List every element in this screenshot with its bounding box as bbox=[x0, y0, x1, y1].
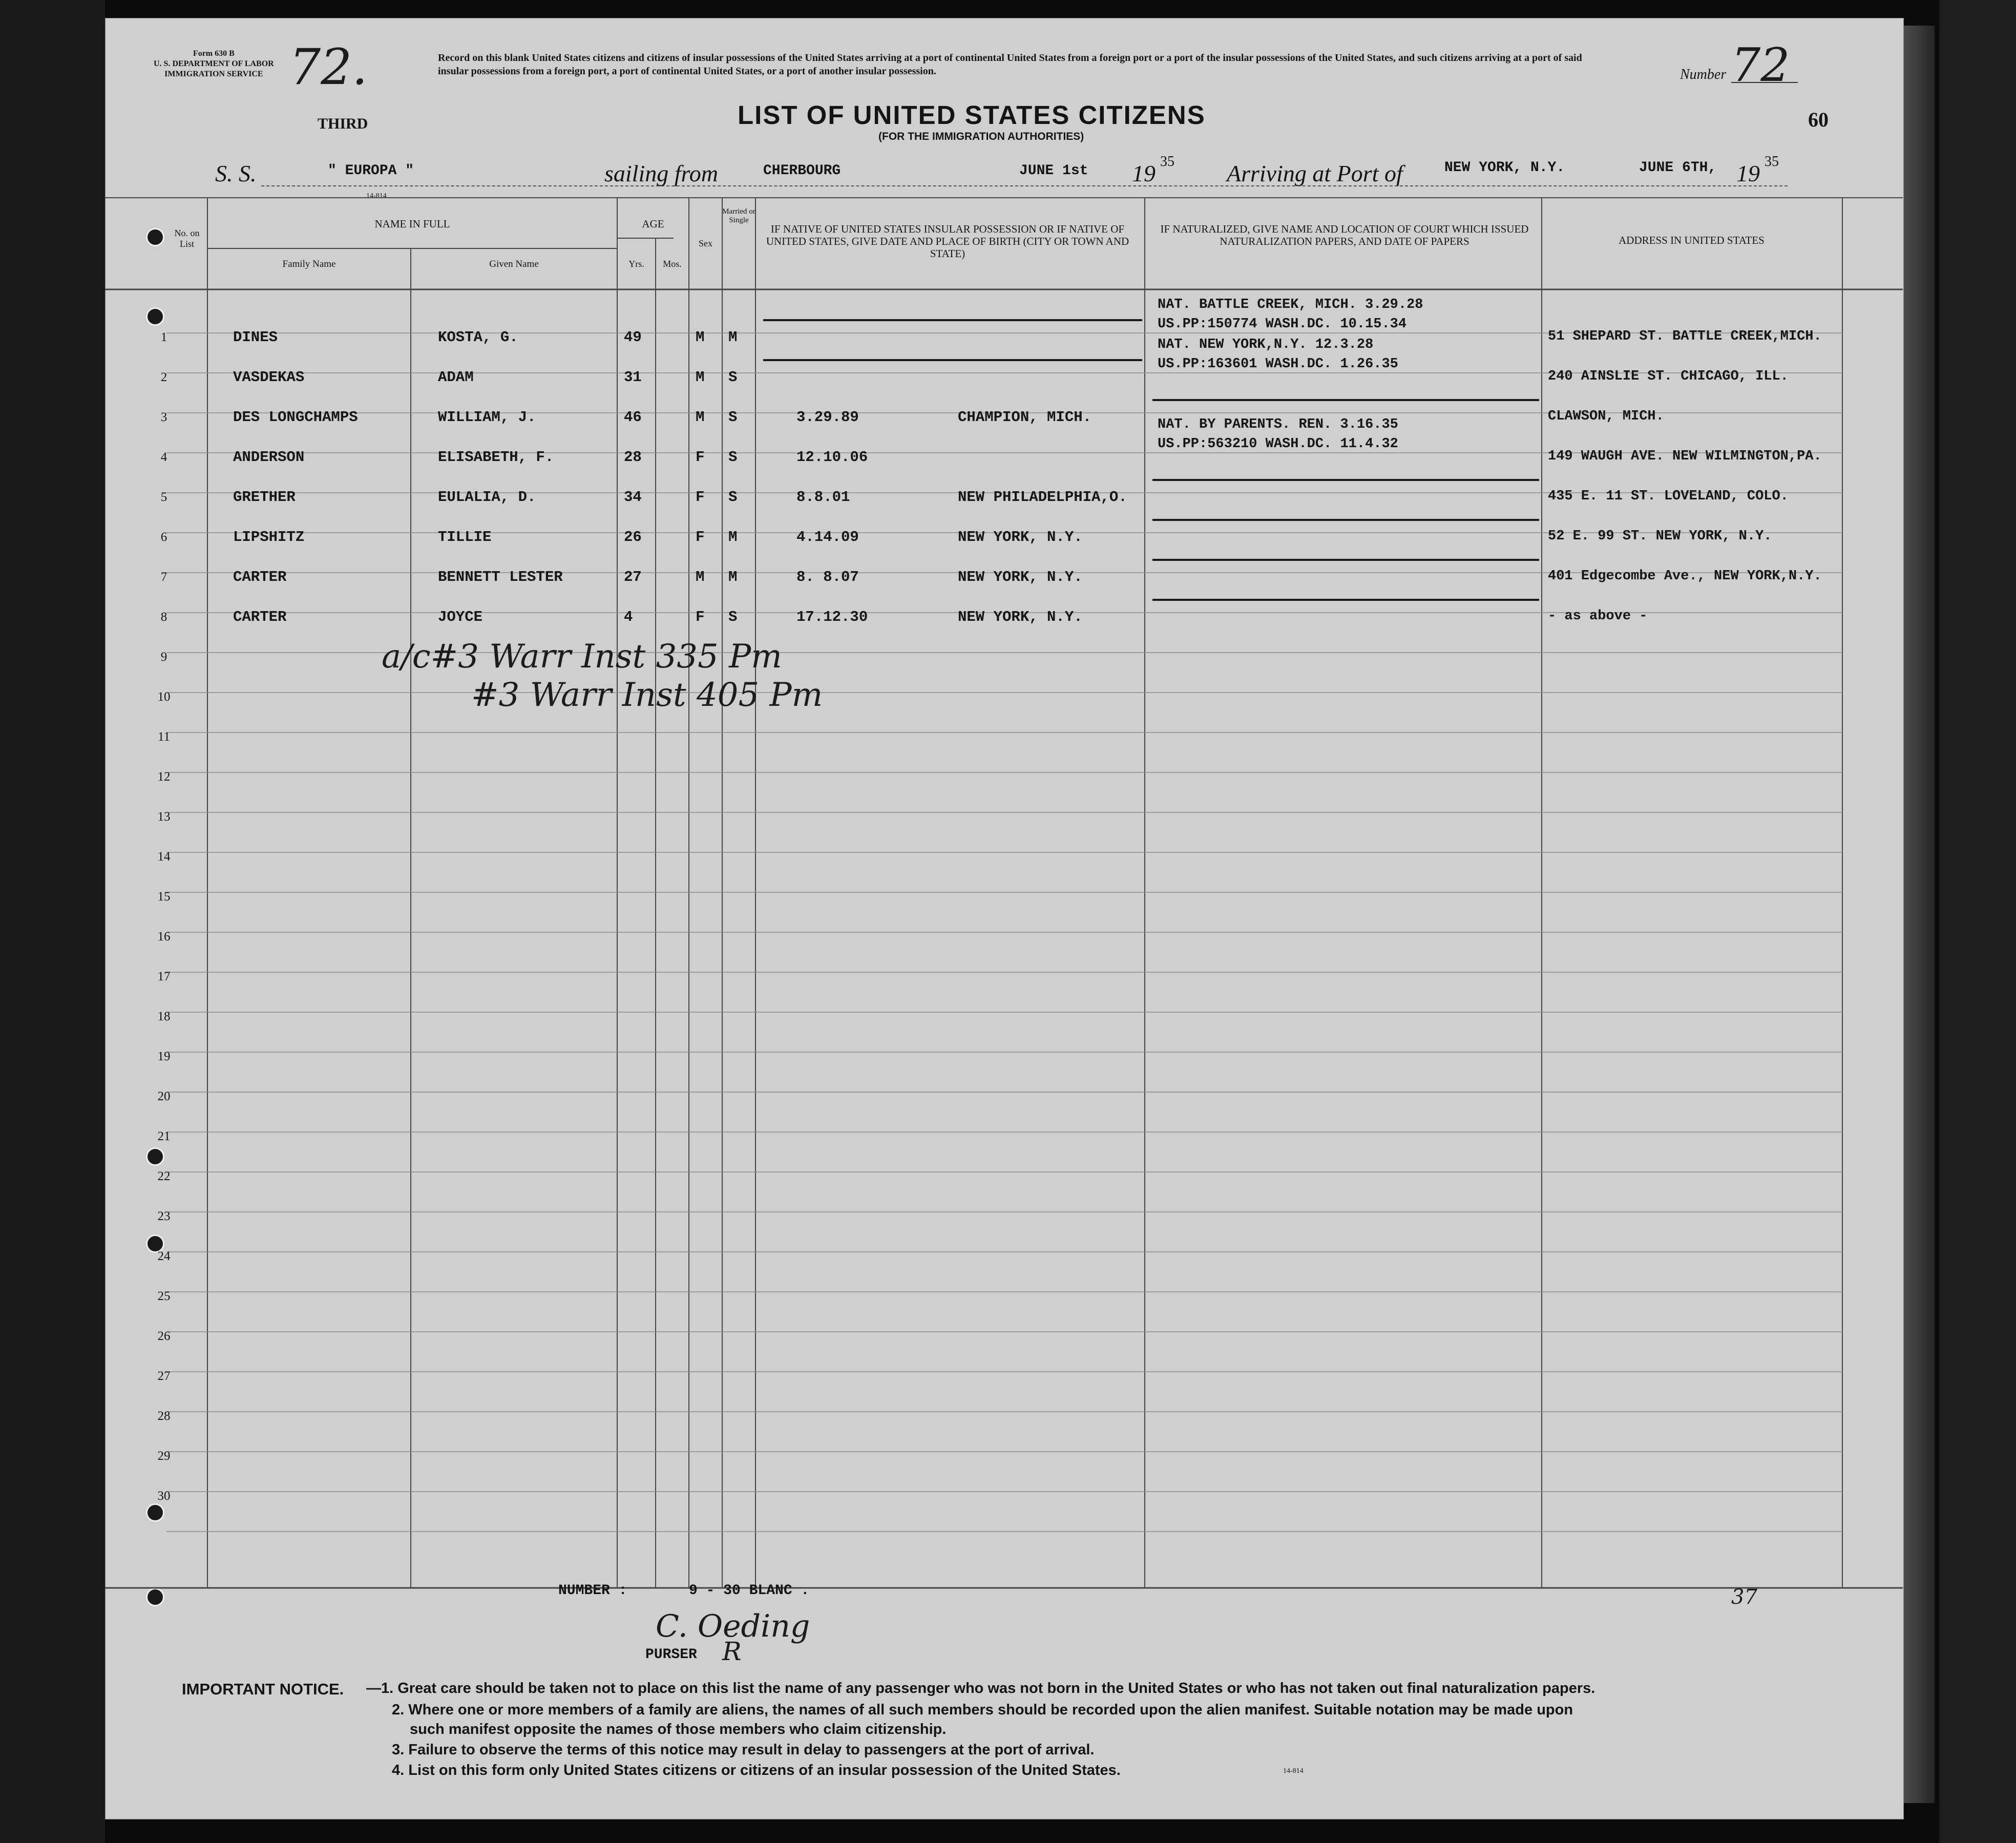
birth-date: 17.12.30 bbox=[796, 609, 868, 625]
row-number: 9 bbox=[160, 650, 167, 664]
page-subtitle: (FOR THE IMMIGRATION AUTHORITIES) bbox=[878, 131, 1084, 142]
form-identity bbox=[154, 49, 274, 79]
row-number: 2 bbox=[160, 370, 167, 384]
small-code: 14-814 bbox=[366, 192, 387, 200]
row-number: 16 bbox=[157, 930, 171, 944]
service-name: IMMIGRATION SERVICE bbox=[164, 70, 263, 78]
handwritten-annotation: a/c#3 Warr Inst 335 Pm bbox=[382, 638, 782, 676]
given-name: EULALIA, D. bbox=[438, 489, 536, 506]
notice-title: IMPORTANT NOTICE. bbox=[182, 1680, 344, 1698]
manifest-table-grid bbox=[105, 197, 1903, 1590]
notice-item-3: 3. Failure to observe the terms of this notice may result in delay to passengers at the port of arrival. bbox=[392, 1742, 1095, 1758]
given-name: WILLIAM, J. bbox=[438, 409, 536, 426]
row-number: 7 bbox=[160, 570, 167, 584]
header-no-on-list: No. on List bbox=[174, 228, 200, 249]
header-yrs: Yrs. bbox=[628, 259, 644, 269]
birth-place: NEW YORK, N.Y. bbox=[958, 569, 1083, 585]
row-number: 8 bbox=[160, 610, 167, 624]
marital-status: S bbox=[728, 609, 738, 625]
given-name: ELISABETH, F. bbox=[438, 449, 554, 466]
binding-strip bbox=[1901, 26, 1935, 1803]
header-naturalized: IF NATURALIZED, GIVE NAME AND LOCATION OF COURT WHICH ISSUED NATURALIZATION PAPERS, AND DATE OF PAPERS bbox=[1160, 223, 1529, 248]
birth-place: CHAMPION, MICH. bbox=[958, 409, 1092, 426]
given-name: BENNETT LESTER bbox=[438, 569, 563, 585]
notice-item-2-cont: such manifest opposite the names of those members who claim citizenship. bbox=[410, 1721, 947, 1737]
row-number: 29 bbox=[157, 1449, 171, 1463]
binder-hole-icon bbox=[146, 1588, 164, 1606]
arrival-date: JUNE 6TH, bbox=[1639, 160, 1717, 176]
purser-label: PURSER bbox=[645, 1647, 697, 1663]
naturalization-court: NAT. BY PARENTS. REN. 3.16.35 bbox=[1158, 417, 1398, 432]
given-name: TILLIE bbox=[438, 529, 492, 546]
birth-date: 8. 8.07 bbox=[796, 569, 859, 585]
row-number: 3 bbox=[160, 410, 167, 424]
us-address: 401 Edgecombe Ave., NEW YORK,N.Y. bbox=[1548, 569, 1822, 584]
class-label: THIRD bbox=[318, 115, 368, 132]
age-years: 46 bbox=[624, 409, 642, 426]
ss-label: S. S. bbox=[215, 160, 257, 186]
departure-date: JUNE 1st bbox=[1019, 163, 1088, 179]
blank-number-label: NUMBER : bbox=[558, 1583, 627, 1599]
header-address: ADDRESS IN UNITED STATES bbox=[1619, 234, 1765, 246]
naturalization-court: NAT. NEW YORK,N.Y. 12.3.28 bbox=[1158, 337, 1374, 352]
row-number: 12 bbox=[157, 770, 171, 784]
family-name: CARTER bbox=[233, 569, 287, 585]
row-number: 17 bbox=[157, 970, 171, 983]
us-address: 51 SHEPARD ST. BATTLE CREEK,MICH. bbox=[1548, 329, 1822, 344]
year-prefix-arrival: 19 bbox=[1736, 160, 1760, 186]
header-sex: Sex bbox=[699, 238, 712, 248]
handwritten-annotation: #3 Warr Inst 405 Pm bbox=[471, 676, 823, 714]
birth-date: 8.8.01 bbox=[796, 489, 850, 506]
birth-date: 3.29.89 bbox=[796, 409, 859, 426]
row-number: 14 bbox=[157, 850, 171, 864]
given-name: KOSTA, G. bbox=[438, 329, 518, 346]
row-number: 5 bbox=[160, 490, 167, 504]
department-name: U. S. DEPARTMENT OF LABOR bbox=[154, 59, 274, 68]
passport-info: US.PP:150774 WASH.DC. 10.15.34 bbox=[1158, 317, 1407, 332]
us-address: 149 WAUGH AVE. NEW WILMINGTON,PA. bbox=[1548, 449, 1822, 464]
row-number: 20 bbox=[157, 1090, 171, 1103]
age-years: 27 bbox=[624, 569, 642, 585]
sailing-from-label: sailing from bbox=[604, 160, 718, 186]
row-number: 27 bbox=[157, 1369, 171, 1383]
family-name: CARTER bbox=[233, 609, 287, 625]
arriving-label: Arriving at Port of bbox=[1227, 160, 1403, 186]
passport-info: US.PP:163601 WASH.DC. 1.26.35 bbox=[1158, 357, 1398, 372]
row-number: 15 bbox=[157, 890, 171, 904]
age-years: 31 bbox=[624, 369, 642, 386]
birth-place: NEW PHILADELPHIA,O. bbox=[958, 489, 1127, 506]
birth-place: NEW YORK, N.Y. bbox=[958, 529, 1083, 546]
sex: M bbox=[696, 329, 705, 346]
row-number: 30 bbox=[157, 1489, 171, 1503]
handwritten-number: 72 bbox=[1731, 38, 1790, 92]
family-name: DINES bbox=[233, 329, 278, 346]
row-number: 25 bbox=[157, 1289, 171, 1303]
ship-name: " EUROPA " bbox=[328, 163, 414, 179]
passport-info: US.PP:563210 WASH.DC. 11.4.32 bbox=[1158, 436, 1398, 452]
sex: F bbox=[696, 449, 705, 466]
departure-port: CHERBOURG bbox=[763, 163, 841, 179]
row-number: 6 bbox=[160, 530, 167, 544]
us-address: 240 AINSLIE ST. CHICAGO, ILL. bbox=[1548, 369, 1789, 384]
header-name-in-full: NAME IN FULL bbox=[374, 218, 450, 230]
age-years: 34 bbox=[624, 489, 642, 506]
row-number: 26 bbox=[157, 1329, 171, 1343]
number-label: Number bbox=[1680, 67, 1727, 82]
form-code: 14-814 bbox=[1283, 1767, 1304, 1775]
notice-item-2: 2. Where one or more members of a family are aliens, the names of all such members should be recorded upon the alien manifest. Suitable notation may be made upon bbox=[392, 1702, 1573, 1718]
sex: F bbox=[696, 529, 705, 546]
family-name: ANDERSON bbox=[233, 449, 305, 466]
blank-number-value: 9 - 30 BLANC . bbox=[689, 1583, 810, 1599]
us-address: 435 E. 11 ST. LOVELAND, COLO. bbox=[1548, 489, 1789, 504]
scan-border-right bbox=[1939, 0, 2016, 1843]
scan-border-left bbox=[0, 0, 105, 1843]
marital-status: S bbox=[728, 369, 738, 386]
arrival-port: NEW YORK, N.Y. bbox=[1444, 160, 1565, 176]
age-years: 49 bbox=[624, 329, 642, 346]
year-prefix-departure: 19 bbox=[1132, 160, 1156, 186]
age-years: 28 bbox=[624, 449, 642, 466]
row-number: 4 bbox=[160, 450, 167, 464]
notice-item-4: 4. List on this form only United States citizens or citizens of an insular possession of the United States. bbox=[392, 1762, 1121, 1778]
header-birth: IF NATIVE OF UNITED STATES INSULAR POSSESSION OR IF NATIVE OF UNITED STATES, GIVE DATE AND PLACE OF BIRTH (CITY OR TOWN AND STATE) bbox=[766, 223, 1129, 260]
header-married-single: Married or Single bbox=[722, 207, 755, 225]
row-number: 1 bbox=[160, 330, 167, 344]
family-name: LIPSHITZ bbox=[233, 529, 305, 546]
sex: M bbox=[696, 569, 705, 585]
purser-initial: R bbox=[722, 1637, 742, 1666]
header-given-name: Given Name bbox=[489, 259, 539, 269]
us-address: - as above - bbox=[1548, 609, 1648, 624]
row-number: 22 bbox=[157, 1169, 171, 1183]
year-suffix-arrival: 35 bbox=[1765, 154, 1779, 170]
family-name: GRETHER bbox=[233, 489, 296, 506]
corner-number: 37 bbox=[1731, 1585, 1757, 1609]
marital-status: S bbox=[728, 449, 738, 466]
page-number: 60 bbox=[1808, 108, 1829, 131]
year-suffix-departure: 35 bbox=[1160, 154, 1174, 170]
page-title: LIST OF UNITED STATES CITIZENS bbox=[738, 100, 1206, 130]
given-name: ADAM bbox=[438, 369, 474, 386]
marital-status: M bbox=[728, 569, 738, 585]
header-family-name: Family Name bbox=[282, 259, 336, 269]
sex: M bbox=[696, 369, 705, 386]
birth-date: 4.14.09 bbox=[796, 529, 859, 546]
instructions-text: Record on this blank United States citizens and citizens of insular possessions of the United States arriving at a port of continental United States from a foreign port or a port of the insular possessions of the United States, and such citizens arriving at a port of said insular possessions from a foreign port, a port of continental United States, or a port of another insular possession. bbox=[438, 52, 1582, 77]
sex: F bbox=[696, 609, 705, 625]
notice-item-1: —1. Great care should be taken not to place on this list the name of any passenger who was not born in the United States or who has not taken out final naturalization papers. bbox=[366, 1680, 1595, 1697]
header-mos: Mos. bbox=[663, 259, 682, 269]
given-name: JOYCE bbox=[438, 609, 483, 625]
row-number: 11 bbox=[157, 730, 171, 744]
row-number: 19 bbox=[157, 1050, 171, 1063]
voyage-underline bbox=[261, 185, 1788, 186]
marital-status: S bbox=[728, 489, 738, 506]
row-number: 23 bbox=[157, 1209, 171, 1223]
row-number: 13 bbox=[157, 810, 171, 824]
marital-status: M bbox=[728, 529, 738, 546]
row-number: 21 bbox=[157, 1129, 171, 1143]
age-years: 26 bbox=[624, 529, 642, 546]
us-address: CLAWSON, MICH. bbox=[1548, 409, 1664, 424]
row-number: 10 bbox=[157, 690, 171, 704]
row-number: 24 bbox=[157, 1249, 171, 1263]
sex: F bbox=[696, 489, 705, 506]
row-number: 18 bbox=[157, 1010, 171, 1023]
row-number: 28 bbox=[157, 1409, 171, 1423]
family-name: DES LONGCHAMPS bbox=[233, 409, 358, 426]
marital-status: S bbox=[728, 409, 738, 426]
birth-place: NEW YORK, N.Y. bbox=[958, 609, 1083, 625]
family-name: VASDEKAS bbox=[233, 369, 305, 386]
age-years: 4 bbox=[624, 609, 633, 625]
us-address: 52 E. 99 ST. NEW YORK, N.Y. bbox=[1548, 529, 1772, 544]
form-number: Form 630 B bbox=[193, 49, 235, 58]
header-age: AGE bbox=[642, 218, 664, 230]
naturalization-court: NAT. BATTLE CREEK, MICH. 3.29.28 bbox=[1158, 297, 1423, 312]
marital-status: M bbox=[728, 329, 738, 346]
sex: M bbox=[696, 409, 705, 426]
handwritten-list-number: 72. bbox=[289, 38, 368, 96]
birth-date: 12.10.06 bbox=[796, 449, 868, 466]
purser-signature: C. Oeding bbox=[656, 1608, 810, 1644]
